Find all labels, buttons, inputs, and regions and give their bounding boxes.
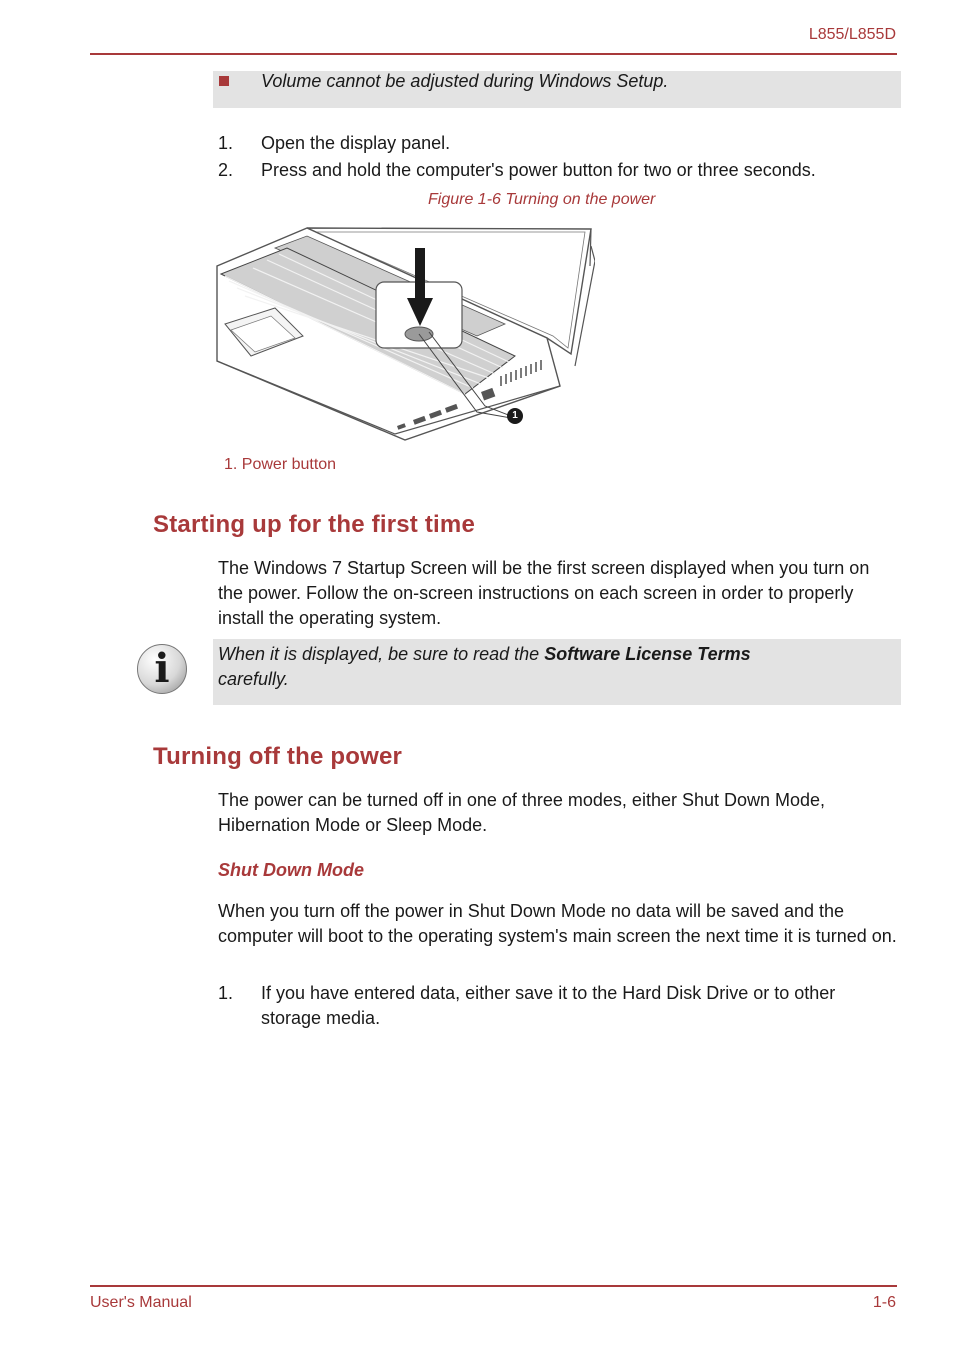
note-volume-text: Volume cannot be adjusted during Windows Setup.	[261, 71, 669, 91]
step-number: 2.	[218, 160, 234, 180]
info-icon-glyph: i	[154, 645, 170, 692]
section-paragraph: The Windows 7 Startup Screen will be the first screen displayed when you turn on the power. Follow the on-screen instructions on each screen in order to properly install the operating system.	[218, 558, 870, 628]
section-heading: Turning off the power	[153, 743, 403, 770]
bullet-square-icon	[219, 76, 229, 86]
subsection-paragraph: When you turn off the power in Shut Down Mode no data will be saved and the computer will boot to the operating system's main screen the next time it is turned on.	[218, 901, 897, 946]
callout-badge: 1	[507, 408, 523, 424]
info-note-tail: carefully.	[218, 669, 289, 689]
footer-manual-title: User's Manual	[90, 1294, 192, 1311]
laptop-illustration	[215, 226, 595, 446]
step-number: 1.	[218, 133, 234, 153]
info-note-text	[218, 642, 888, 692]
info-note-lead: When it is displayed, be sure to read the	[218, 644, 545, 664]
subsection-heading: Shut Down Mode	[218, 860, 364, 880]
step-text: Open the display panel.	[261, 133, 451, 153]
figure-caption: Figure 1-6 Turning on the power	[428, 191, 656, 208]
step-text: Press and hold the computer's power button for two or three seconds.	[261, 160, 816, 180]
callout-label: 1. Power button	[224, 456, 337, 473]
model-name: L855/L855D	[808, 26, 896, 43]
software-license-terms: Software License Terms	[544, 644, 751, 664]
section-paragraph: The power can be turned off in one of three modes, either Shut Down Mode, Hibernation Mode or Sleep Mode.	[218, 790, 826, 835]
header-rule	[90, 53, 897, 55]
info-icon	[137, 644, 187, 694]
footer-rule	[90, 1285, 897, 1287]
page-number: 1-6	[872, 1294, 896, 1311]
step-text: If you have entered data, either save it to the Hard Disk Drive or to other storage media.	[261, 983, 836, 1028]
step-number: 1.	[218, 983, 234, 1003]
section-heading: Starting up for the first time	[153, 511, 476, 538]
